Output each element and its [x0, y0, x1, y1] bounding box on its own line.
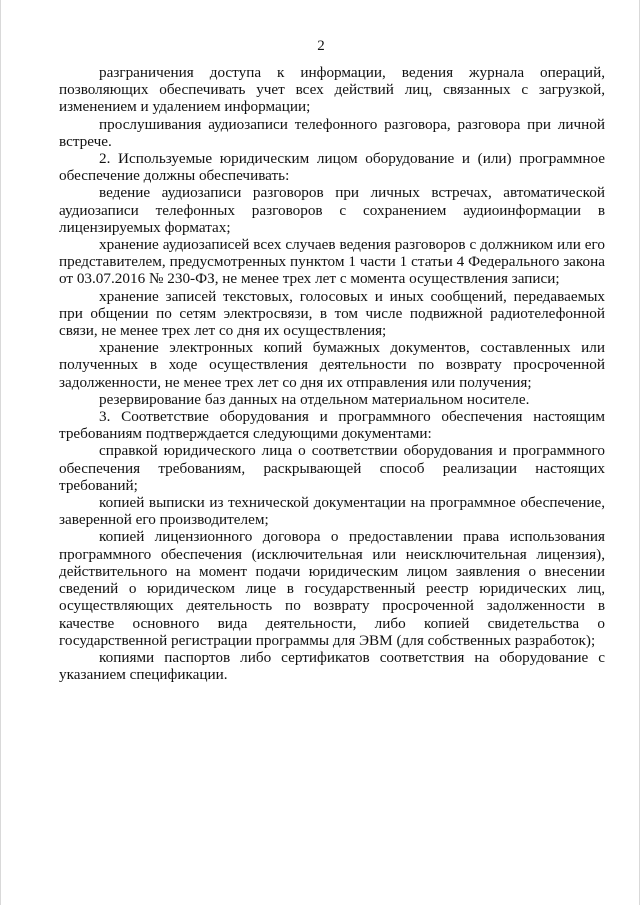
paragraph-document-copies-storage: хранение электронных копий бумажных документов, составленных или полученных в ходе осуществления деятельности по возврату просроченной задолженности, не менее трех лет со дня их отправления или получения; [59, 339, 605, 391]
paragraph-access-control: разграничения доступа к информации, ведения журнала операций, позволяющих обеспечивать учет всех действий лиц, связанных с загрузкой, изменением и удалением информации; [59, 64, 605, 116]
paragraph-license-agreement: копией лицензионного договора о предоставлении права использования программного обеспечения (исключительная или неисключительная лицензия), действительного на момент подачи юридическим лицом заявления о внесении сведений о юридическом лице в государственный реестр юридических лиц, осуществляющих деятельность по возврату просроченной задолженности в качестве основного вида деятельности, либо копией свидетельства о государственной регистрации программы для ЭВМ (для собственных разработок); [59, 528, 605, 649]
paragraph-database-backup: резервирование баз данных на отдельном материальном носителе. [99, 390, 530, 408]
paragraph-message-storage: хранение записей текстовых, голосовых и иных сообщений, передаваемых при общении по сетям электросвязи, в том числе подвижной радиотелефонной связи, не менее трех лет со дня их осуществления; [59, 287, 605, 340]
paragraph-compliance-certificate: справкой юридического лица о соответствии оборудования и программного обеспечения требованиям, раскрывающей способ реализации настоящих требований; [59, 442, 605, 494]
paragraph-audio-playback: прослушивания аудиозаписи телефонного разговора, разговора при личной встрече. [59, 115, 605, 150]
paragraph-equipment-passports: копиями паспортов либо сертификатов соответствия на оборудование с указанием спецификации. [59, 648, 605, 684]
document-body [59, 64, 605, 683]
paragraph-audio-recording: ведение аудиозаписи разговоров при личных встречах, автоматической аудиозаписи телефонных разговоров с сохранением аудиоинформации в лицензируемых форматах; [59, 184, 605, 236]
paragraph-audio-storage: хранение аудиозаписей всех случаев ведения разговоров с должником или его представителем, предусмотренных пунктом 1 части 1 статьи 4 Федерального закона от 03.07.2016 № 230-ФЗ, не менее трех лет с момента осуществления записи; [59, 236, 605, 288]
paragraph-section-2-heading: 2. Используемые юридическим лицом оборудование и (или) программное обеспечение должны обеспечивать: [59, 150, 605, 185]
page-number: 2 [317, 38, 325, 54]
paragraph-section-3-heading: 3. Соответствие оборудования и программного обеспечения настоящим требованиям подтверждается следующими документами: [59, 408, 605, 443]
paragraph-technical-documentation: копией выписки из технической документации на программное обеспечение, заверенной его производителем; [59, 494, 605, 529]
